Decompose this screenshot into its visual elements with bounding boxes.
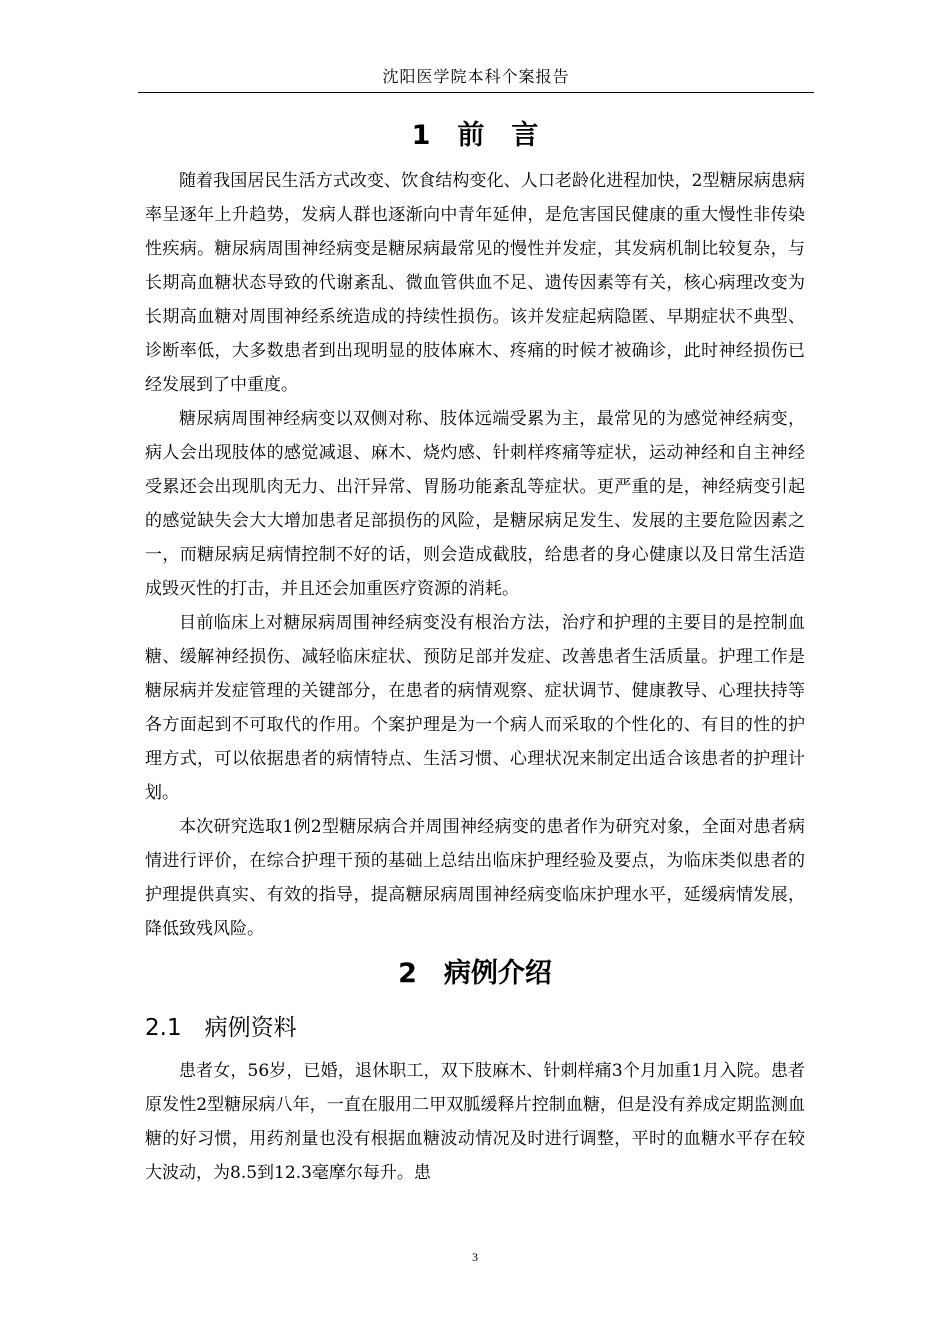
- subsection-title-case-data: 2.1 病例资料: [145, 1015, 297, 1041]
- paragraph: 糖尿病周围神经病变以双侧对称、肢体远端受累为主，最常见的为感觉神经病变，病人会出现肢体的感觉减退、麻木、烧灼感、针刺样疼痛等症状，运动神经和自主神经受累还会出现肌肉无力、出汗异常、胃肠功能紊乱等症状。更严重的是，神经病变引起的感觉缺失会大大增加患者足部损伤的风险，是糖尿病足发生、发展的主要危险因素之一，而糖尿病足病情控制不好的话，则会造成截肢，给患者的身心健康以及日常生活造成毁灭性的打击，并且还会加重医疗资源的消耗。: [145, 409, 805, 599]
- page-number: 3: [472, 1250, 478, 1264]
- document-body: [145, 108, 805, 1190]
- section-title-case-introduction: 2 病例介绍: [398, 958, 552, 989]
- paragraph: 随着我国居民生活方式改变、饮食结构变化、人口老龄化进程加快，2型糖尿病患病率呈逐年上升趋势，发病人群也逐渐向中青年延伸，是危害国民健康的重大慢性非传染性疾病。糖尿病周围神经病变是糖尿病最常见的慢性并发症，其发病机制比较复杂，与长期高血糖状态导致的代谢紊乱、微血管供血不足、遗传因素等有关，核心病理改变为长期高血糖对周围神经系统造成的持续性损伤。该并发症起病隐匿、早期症状不典型、诊断率低，大多数患者到出现明显的肢体麻木、疼痛的时候才被确诊，此时神经损伤已经发展到了中重度。: [145, 171, 805, 395]
- paragraph: 目前临床上对糖尿病周围神经病变没有根治方法，治疗和护理的主要目的是控制血糖、缓解神经损伤、减轻临床症状、预防足部并发症、改善患者生活质量。护理工作是糖尿病并发症管理的关键部分，在患者的病情观察、症状调节、健康教导、心理扶持等各方面起到不可取代的作用。个案护理是为一个病人而采取的个性化的、有目的性的护理方式，可以依据患者的病情特点、生活习惯、心理状况来制定出适合该患者的护理计划。: [145, 613, 805, 803]
- paragraph: 患者女，56岁，已婚，退休职工，双下肢麻木、针刺样痛3个月加重1月入院。患者原发性2型糖尿病八年，一直在服用二甲双胍缓释片控制血糖，但是没有养成定期监测血糖的好习惯，用药剂量也没有根据血糖波动情况及时进行调整，平时的血糖水平存在较大波动，为8.5到12.3毫摩尔每升。患: [145, 1061, 805, 1183]
- section-title-preface: 1 前 言: [411, 120, 539, 151]
- paragraph: 本次研究选取1例2型糖尿病合并周围神经病变的患者作为研究对象，全面对患者病情进行评价，在综合护理干预的基础上总结出临床护理经验及要点，为临床类似患者的护理提供真实、有效的指导，提高糖尿病周围神经病变临床护理水平，延缓病情发展，降低致残风险。: [145, 817, 805, 939]
- running-header: 沈阳医学院本科个案报告: [382, 67, 570, 86]
- header-rule: [138, 92, 814, 93]
